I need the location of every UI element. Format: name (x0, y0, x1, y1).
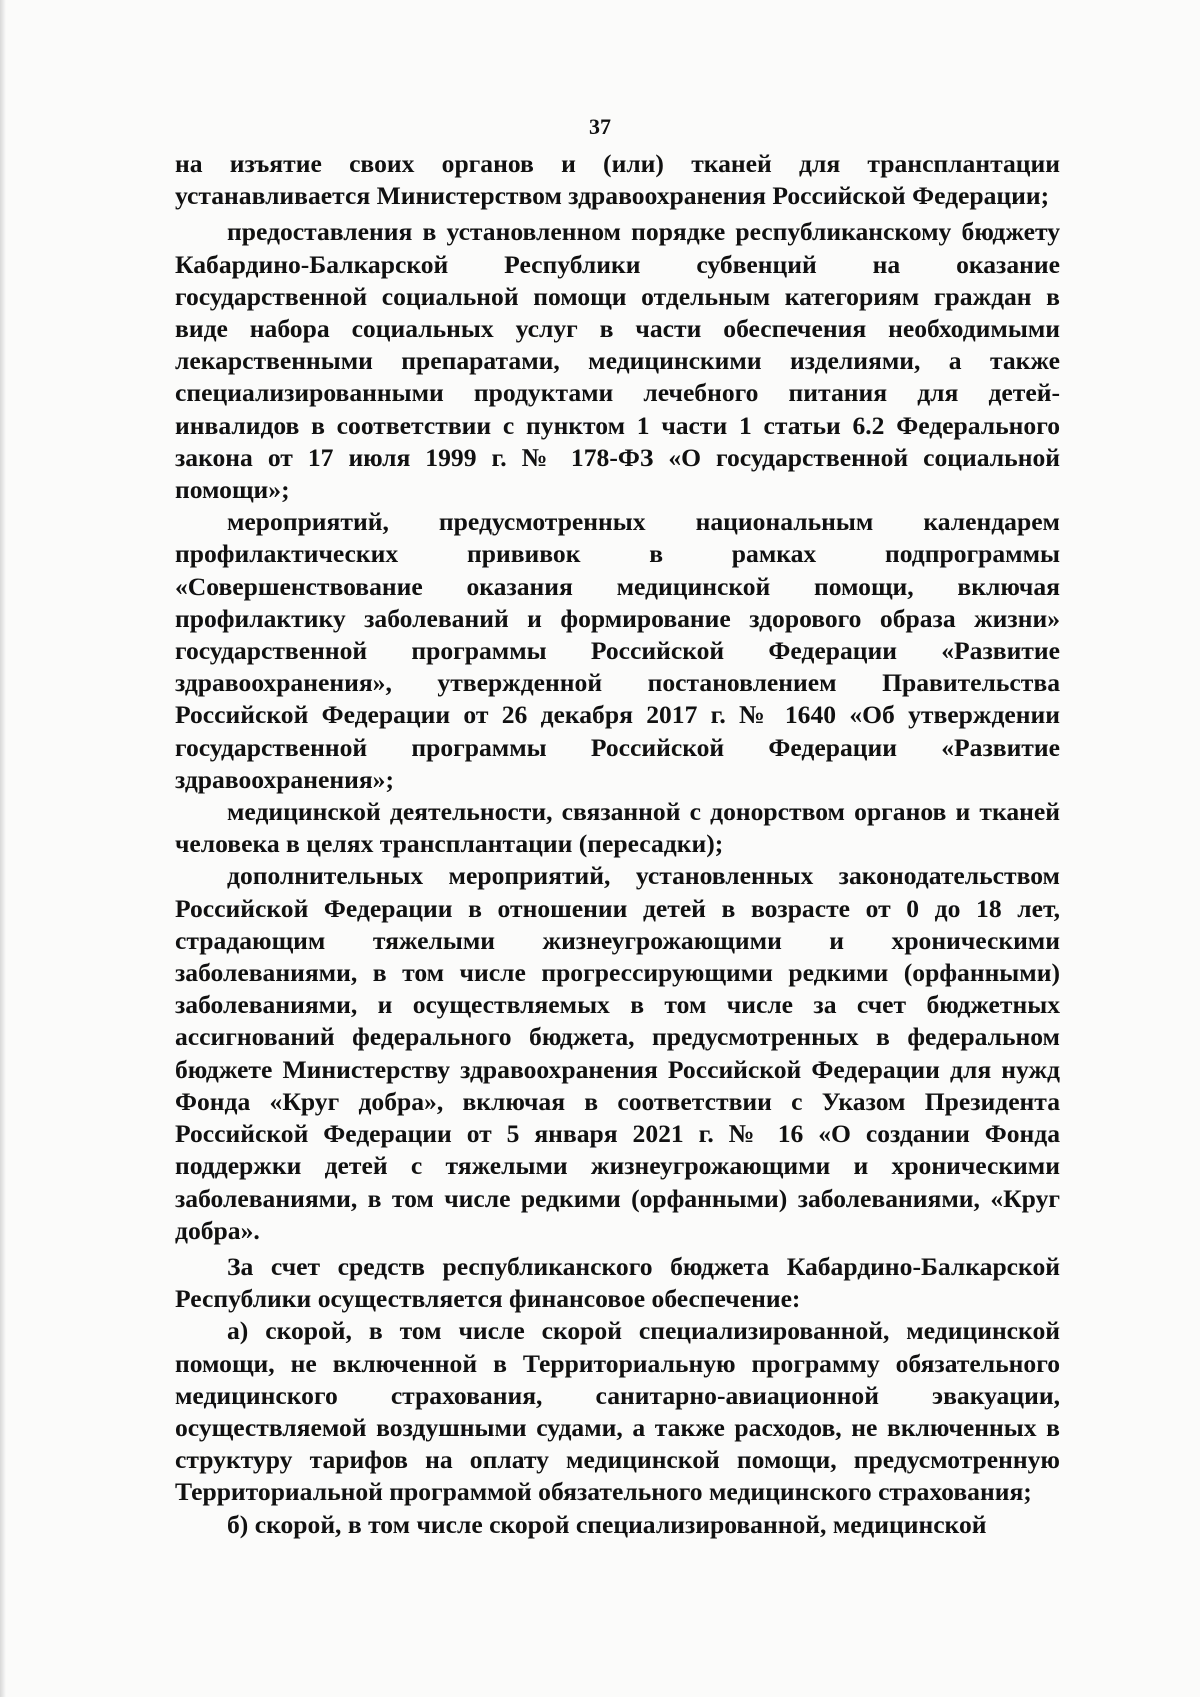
paragraph-krug-dobra: дополнительных мероприятий, установленных законодательством Российской Федерации в отношении детей в возрасте от 0 до 18 лет, страдающим тяжелыми жизнеугрожающими и хроническими заболеваниями, в том числе прогрессирующими редкими (орфанными) заболеваниями, и осуществляемых в том числе за счет бюджетных ассигнований федерального бюджета, предусмотренных в федеральном бюджете Министерству здравоохранения Российской Федерации для нужд Фонда «Круг добра», включая в соответствии с Указом Президента Российской Федерации от 5 января 2021 г. № 16 «О создании Фонда поддержки детей с тяжелыми жизнеугрожающими и хроническими заболеваниями, в том числе редкими (орфанными) заболеваниями, «Круг добра». (175, 861, 1060, 1245)
scan-edge (0, 0, 6, 1697)
document-body (175, 148, 1060, 1541)
paragraph-vaccination-calendar: мероприятий, предусмотренных национальным календарем профилактических прививок в рамках подпрограммы «Совершенствование оказания медицинской помощи, включая профилактику заболеваний и формирование здорового образа жизни» государственной программы Российской Федерации «Развитие здравоохранения», утвержденной постановлением Правительства Российской Федерации от 26 декабря 2017 г. № 1640 «Об утверждении государственной программы Российской Федерации «Развитие здравоохранения»; (175, 507, 1060, 794)
paragraph-republic-budget: За счет средств республиканского бюджета Кабардино-Балкарской Республики осуществляется финансовое обеспечение: (175, 1251, 1060, 1314)
paragraph-subventions: предоставления в установленном порядке республиканскому бюджету Кабардино-Балкарской Республики субвенций на оказание государственной социальной помощи отдельным категориям граждан в виде набора социальных услуг в части обеспечения необходимыми лекарственными препаратами, медицинскими изделиями, а также специализированными продуктами лечебного питания для детей-инвалидов в соответствии с пунктом 1 части 1 статьи 6.2 Федерального закона от 17 июля 1999 г. № 178-ФЗ «О государственной социальной помощи»; (175, 217, 1060, 505)
paragraph-item-b: б) скорой, в том числе скорой специализированной, медицинской (227, 1509, 987, 1539)
paragraph-organ-donation: медицинской деятельности, связанной с донорством органов и тканей человека в целях трансплантации (пересадки); (175, 797, 1060, 859)
page-number: 37 (589, 114, 611, 139)
paragraph-continuation: на изъятие своих органов и (или) тканей для трансплантации устанавливается Министерством здравоохранения Российской Федерации; (175, 149, 1060, 211)
paragraph-item-a: а) скорой, в том числе скорой специализированной, медицинской помощи, не включенной в Территориальную программу обязательного медицинского страхования, санитарно-авиационной эвакуации, осуществляемой воздушными судами, а также расходов, не включенных в структуру тарифов на оплату медицинской помощи, предусмотренную Территориальной программой обязательного медицинского страхования; (175, 1316, 1060, 1507)
